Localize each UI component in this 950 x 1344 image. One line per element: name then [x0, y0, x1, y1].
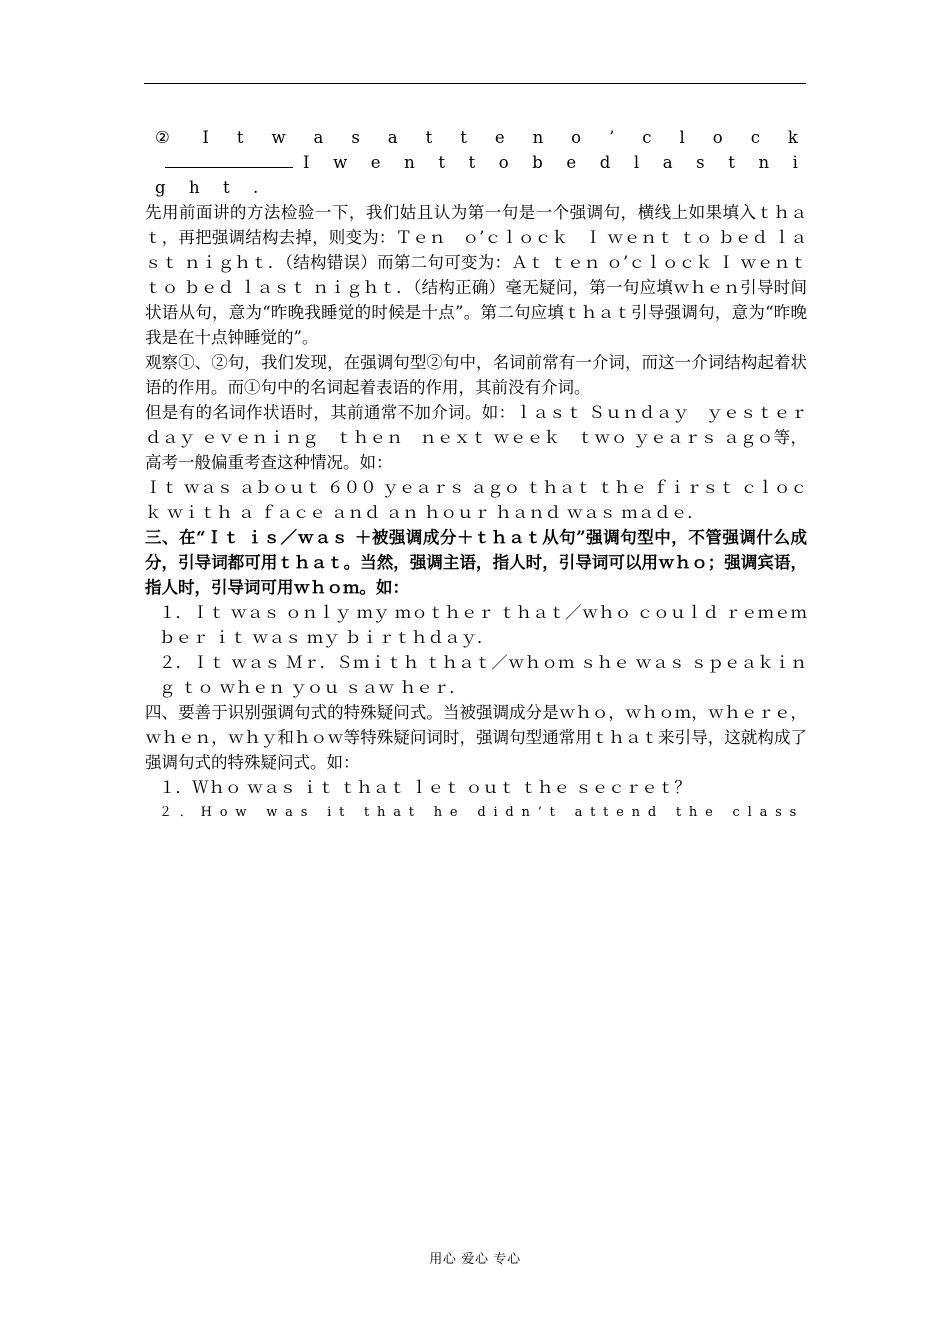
example-item-1: １．Ｉｔ ｗａｓ ｏｎｌｙ ｍｙ ｍｏｔｈｅｒ ｔｈａｔ／ｗｈｏ ｃｏｕｌｄ ｒｅｍｅｍｂｅｒ ｉｔ ｗａｓ ｍｙ ｂｉｒｔｈｄａｙ．: [159, 603, 807, 647]
example-sentence-clock: Ｉｔ ｗａｓ ａｂｏｕｔ ６００ ｙｅａｒｓ ａｇｏ ｔｈａｔ ｔｈｅ ｆｉｒｓｔ ｃｌｏｃｋ ｗｉｔｈ ａ ｆａｃｅ ａｎｄ ａｎ ｈｏｕｒ ｈａｎｄ ｗａｓ ｍａｄｅ．: [145, 478, 807, 522]
example-item-2: ２．Ｉｔ ｗａｓ Ｍｒ．Ｓｍｉｔｈ ｔｈａｔ／ｗｈｏｍ ｓｈｅ ｗａｓ ｓｐｅａｋｉｎｇ ｔｏ ｗｈｅｎ ｙｏｕ ｓａｗ ｈｅｒ．: [159, 653, 807, 697]
paragraph-observation: 观察①、②句，我们发现，在强调句型②句中，名词前常有一介词，而这一介词结构起着状语的作用。而①句中的名词起着表语的作用，其前没有介词。: [145, 353, 807, 397]
header-rule: [144, 83, 806, 84]
example-sentence-2: [145, 125, 807, 200]
question-item-2: ２．How was it that he didn’t attend the class: [159, 805, 805, 820]
paragraph-explanation: 先用前面讲的方法检验一下，我们姑且认为第一句是一个强调句，横线上如果填入ｔｈａｔ，再把强调结构去掉，则变为：Ｔｅｎ ｏ’ｃｌｏｃｋ Ｉ ｗｅｎｔ ｔｏ ｂｅｄ ｌａｓｔ ｎｉｇｈｔ．（结构错误）而第二句可变为：Ａｔ ｔｅｎ ｏ’ｃｌｏｃｋ Ｉ ｗｅｎｔ ｔｏ ｂｅｄ ｌａｓｔ ｎｉｇｈｔ．（结构正确）毫无疑问，第一句应填ｗｈｅｎ引导时间状语从句，意为“昨晚我睡觉的时候是十点”。第二句应填ｔｈａｔ引导强调句，意为“昨晚我是在十点钟睡觉的”。: [145, 203, 807, 347]
section-four-paragraph: 四、要善于识别强调句式的特殊疑问式。当被强调成分是ｗｈｏ，ｗｈｏｍ，ｗｈｅｒｅ，ｗｈｅｎ，ｗｈｙ和ｈｏｗ等特殊疑问词时，强调句型通常用ｔｈａｔ来引导，这就构成了强调句式的特殊疑问式。如：: [145, 703, 807, 772]
paragraph-noun-adverbial: 但是有的名词作状语时，其前通常不加介词。如：ｌａｓｔ Ｓｕｎｄａｙ ｙｅｓｔｅｒｄａｙ ｅｖｅｎｉｎｇ ｔｈｅｎ ｎｅｘｔ ｗｅｅｋ ｔｗｏ ｙｅａｒｓ ａｇｏ等，高考一般偏重考查这种情况。如：: [145, 403, 807, 472]
sentence-part-1: ② I t w a s a t t e n o ’ c l o c k: [155, 128, 807, 147]
fill-in-blank: [165, 153, 293, 168]
question-item-1: １．Ｗｈｏ ｗａｓ ｉｔ ｔｈａｔ ｌｅｔ ｏｕｔ ｔｈｅ ｓｅｃｒｅｔ？: [159, 778, 691, 797]
section-three-heading: 三、在“Ｉｔ ｉｓ／ｗａｓ ＋被强调成分＋ｔｈａｔ从句”强调句型中，不管强调什么成分，引导词都可用ｔｈａｔ。当然，强调主语，指人时，引导词可以用ｗｈｏ；强调宾语，指人时，引导词可用ｗｈｏｍ。如：: [145, 528, 807, 597]
page-footer: 用心 爱心 专心: [429, 1252, 521, 1267]
document-body: [145, 125, 807, 825]
sentence-part-2: I w e n t t o b e d l a s t n i g h t .: [155, 153, 807, 197]
